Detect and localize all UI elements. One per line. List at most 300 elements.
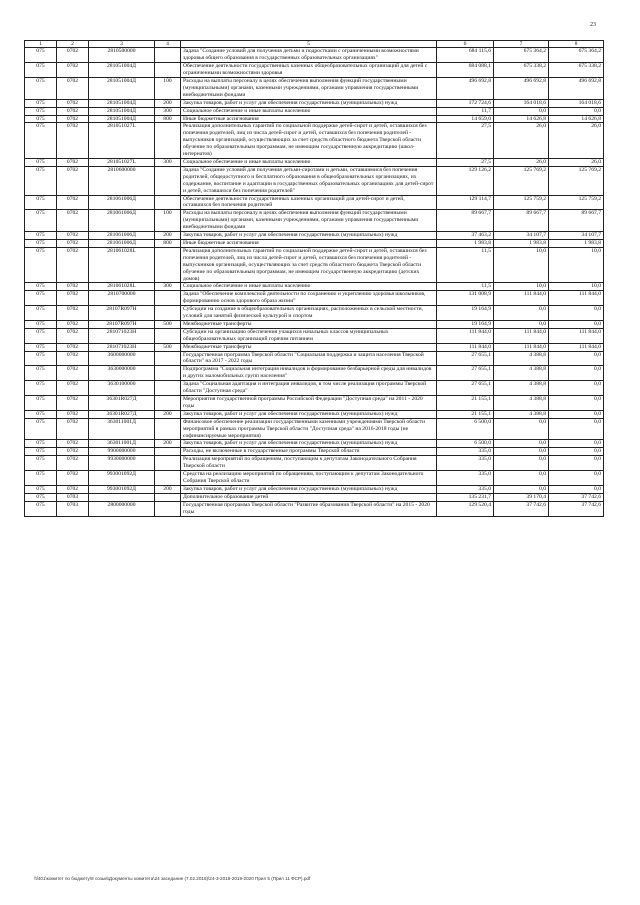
table-row [25, 381, 604, 396]
cell-ministry: 075 [25, 485, 57, 493]
cell-amount-2: 0,0 [494, 456, 549, 471]
cell-section: 0702 [57, 320, 89, 328]
cell-expense-type [155, 291, 181, 306]
cell-target-article: 281051027L [89, 159, 155, 167]
cell-ministry: 075 [25, 239, 57, 247]
cell-expense-type: 500 [155, 320, 181, 328]
cell-ministry: 075 [25, 493, 57, 501]
table-row [25, 99, 604, 107]
cell-expense-type [155, 456, 181, 471]
table-row [25, 410, 604, 418]
cell-ministry: 075 [25, 351, 57, 366]
cell-description: Социальное обеспечение и иные выплаты населению [181, 107, 437, 115]
cell-expense-type: 100 [155, 78, 181, 100]
cell-amount-3: 0,0 [549, 107, 604, 115]
table-row [25, 440, 604, 448]
cell-description: Субсидии на организацию обеспечения учащихся начальных классов муниципальных общеобразовательных организаций горячим питанием [181, 328, 437, 343]
cell-ministry: 075 [25, 320, 57, 328]
cell-amount-1: 27 655,1 [437, 366, 494, 381]
cell-amount-2: 37 742,6 [494, 501, 549, 516]
cell-section: 0702 [57, 107, 89, 115]
cell-ministry: 075 [25, 501, 57, 516]
cell-amount-3: 26,0 [549, 159, 604, 167]
cell-amount-2: 10,0 [494, 283, 549, 291]
table-row [25, 306, 604, 321]
cell-section: 0702 [57, 232, 89, 240]
cell-amount-3: 0,0 [549, 418, 604, 440]
table-row [25, 159, 604, 167]
cell-expense-type [155, 381, 181, 396]
cell-amount-2: 10,0 [494, 247, 549, 283]
table-row [25, 247, 604, 283]
cell-amount-3: 10,0 [549, 247, 604, 283]
cell-description: Обеспечение деятельности государственных казенных организаций для детей-сирот и детей, оставшихся без попечения родителей [181, 195, 437, 210]
cell-description: Социальное обеспечение и иные выплаты населению [181, 283, 437, 291]
cell-expense-type: 800 [155, 239, 181, 247]
table-row [25, 485, 604, 493]
cell-target-article: 281061028L [89, 247, 155, 283]
cell-amount-3: 111 844,0 [549, 343, 604, 351]
table-row [25, 501, 604, 516]
table-row [25, 63, 604, 78]
cell-ministry: 075 [25, 381, 57, 396]
cell-amount-2: 125 759,2 [494, 195, 549, 210]
cell-amount-3: 1 983,8 [549, 239, 604, 247]
cell-amount-1: 111 844,0 [437, 343, 494, 351]
table-row [25, 115, 604, 123]
cell-description: Задача "Создание условий для получения детьми-сиротами и детьми, оставшимися без попечения родителей, общедоступного и бесплатного образования в общеобразовательных организациях, их содержание, воспитание и адаптации в государственных образовательных организациях для детей-сирот и детей, оставшихся без попечения родителей" [181, 166, 437, 195]
cell-description: Расходы, не включенные в государственные программы Тверской области [181, 448, 437, 456]
cell-target-article: 993001092Д [89, 471, 155, 486]
cell-expense-type [155, 471, 181, 486]
cell-ministry: 075 [25, 456, 57, 471]
cell-amount-1: 135 231,7 [437, 493, 494, 501]
cell-description: Иные бюджетные ассигнования [181, 239, 437, 247]
cell-amount-2: 675 338,2 [494, 63, 549, 78]
cell-ministry: 075 [25, 306, 57, 321]
cell-amount-2: 0,0 [494, 418, 549, 440]
table-row [25, 493, 604, 501]
cell-ministry: 075 [25, 366, 57, 381]
cell-amount-2: 4 388,8 [494, 381, 549, 396]
cell-expense-type: 200 [155, 485, 181, 493]
cell-description: Реализация мероприятий по обращениям, поступающим к депутатам Законодательного Собрания Тверской области [181, 456, 437, 471]
cell-amount-2: 0,0 [494, 306, 549, 321]
cell-amount-3: 675 364,2 [549, 48, 604, 63]
header-cell: 7 [494, 41, 549, 48]
cell-ministry: 075 [25, 448, 57, 456]
table-row [25, 166, 604, 195]
cell-expense-type [155, 306, 181, 321]
cell-amount-1: 11,5 [437, 247, 494, 283]
cell-expense-type [155, 328, 181, 343]
cell-amount-2: 0,0 [494, 107, 549, 115]
cell-expense-type: 200 [155, 99, 181, 107]
cell-expense-type: 300 [155, 107, 181, 115]
cell-expense-type [155, 418, 181, 440]
cell-ministry: 075 [25, 440, 57, 448]
cell-amount-3: 26,0 [549, 123, 604, 159]
cell-amount-3: 675 338,2 [549, 63, 604, 78]
cell-target-article: 28107R097H [89, 306, 155, 321]
cell-ministry: 075 [25, 283, 57, 291]
cell-ministry: 075 [25, 107, 57, 115]
cell-amount-1: 27 655,1 [437, 381, 494, 396]
cell-ministry: 075 [25, 115, 57, 123]
cell-amount-3: 0,0 [549, 440, 604, 448]
cell-amount-3: 125 759,2 [549, 195, 604, 210]
cell-section: 0702 [57, 448, 89, 456]
cell-target-article: 9930000000 [89, 456, 155, 471]
table-row [25, 351, 604, 366]
cell-description: Иные бюджетные ассигнования [181, 115, 437, 123]
cell-description: Субсидии на создание в общеобразовательных организациях, расположенных в сельской местности, условий для занятий физической культурой и спортом [181, 306, 437, 321]
cell-description: Закупка товаров, работ и услуг для обеспечения государственных (муниципальных) нужд [181, 440, 437, 448]
cell-amount-2: 34 107,7 [494, 232, 549, 240]
cell-expense-type [155, 247, 181, 283]
cell-section: 0702 [57, 115, 89, 123]
cell-expense-type [155, 448, 181, 456]
cell-description: Подпрограмма "Социальная интеграция инвалидов и формирование безбарьерной среды для инвалидов и других маломобильных групп населения" [181, 366, 437, 381]
cell-amount-1: 335,0 [437, 448, 494, 456]
cell-section: 0702 [57, 351, 89, 366]
cell-amount-1: 19 164,9 [437, 306, 494, 321]
cell-section: 0702 [57, 99, 89, 107]
cell-target-article: 2810500000 [89, 48, 155, 63]
cell-description: Закупка товаров, работ и услуг для обеспечения государственных (муниципальных) нужд [181, 485, 437, 493]
cell-amount-2: 4 388,8 [494, 396, 549, 411]
cell-target-article: 281051004Д [89, 99, 155, 107]
cell-expense-type [155, 195, 181, 210]
cell-amount-2: 0,0 [494, 485, 549, 493]
table-row [25, 343, 604, 351]
cell-amount-1: 27,5 [437, 159, 494, 167]
cell-amount-1: 14 659,0 [437, 115, 494, 123]
cell-target-article: 281071023Н [89, 343, 155, 351]
header-cell: 5 [181, 41, 437, 48]
cell-section: 0702 [57, 306, 89, 321]
table-row [25, 239, 604, 247]
header-cell: 4 [155, 41, 181, 48]
cell-amount-3: 496 692,8 [549, 78, 604, 100]
cell-target-article: 281051004Д [89, 107, 155, 115]
cell-ministry: 075 [25, 48, 57, 63]
table-row [25, 320, 604, 328]
cell-amount-1: 684 115,6 [437, 48, 494, 63]
cell-target-article: 281061006Д [89, 195, 155, 210]
cell-description: Реализация дополнительных гарантий по социальной поддержке детей-сирот и детей, оставшихся без попечения родителей, лиц из числа детей-сирот и детей, оставшихся без попечения родителей - выпускников организаций, осуществляющих за счет средств областного бюджета Тверской области обучение по образовательным программам, не имеющим государственную аккредитацию (детских домов) [181, 247, 437, 283]
cell-description: Задача "Создание условий для получения детьми и подростками с ограниченными возможностями здоровья общего образования в государственных образовательных организациях" [181, 48, 437, 63]
cell-amount-3: 0,0 [549, 456, 604, 471]
cell-ministry: 075 [25, 159, 57, 167]
cell-amount-3: 111 844,0 [549, 291, 604, 306]
table-row [25, 418, 604, 440]
footer-path: \\f401\комитет по бюджету\8 созыв\Документы комитета\24 заседание (7.02.2018)\24-3-2018-2019-2020 Прил 5 (Прил 11 ФСР).pdf [34, 876, 311, 881]
cell-ministry: 075 [25, 418, 57, 440]
cell-section: 0702 [57, 418, 89, 440]
cell-amount-1: 89 667,7 [437, 210, 494, 232]
cell-amount-3: 37 742,6 [549, 501, 604, 516]
table-row [25, 283, 604, 291]
cell-target-article [89, 493, 155, 501]
cell-description: Социальное обеспечение и иные выплаты населению [181, 159, 437, 167]
cell-target-article: 2800000000 [89, 501, 155, 516]
cell-description: Средства на реализацию мероприятий по обращениям, поступающим к депутатам Законодательного Собрания Тверской области [181, 471, 437, 486]
cell-description: Задача "Обеспечение комплексной деятельности по сохранению и укреплению здоровья школьников, формированию основ здорового образа жизни" [181, 291, 437, 306]
cell-expense-type [155, 48, 181, 63]
cell-section: 0702 [57, 366, 89, 381]
cell-amount-2: 111 844,0 [494, 343, 549, 351]
cell-section: 0702 [57, 343, 89, 351]
cell-amount-1: 6 500,0 [437, 418, 494, 440]
cell-amount-2: 14 626,8 [494, 115, 549, 123]
cell-amount-3: 10,0 [549, 283, 604, 291]
table-row [25, 471, 604, 486]
cell-section: 0702 [57, 328, 89, 343]
cell-description: Межбюджетные трансферты [181, 320, 437, 328]
cell-expense-type [155, 166, 181, 195]
table-row [25, 48, 604, 63]
cell-section: 0702 [57, 396, 89, 411]
cell-amount-2: 111 844,0 [494, 291, 549, 306]
cell-amount-2: 0,0 [494, 448, 549, 456]
cell-amount-2: 4 388,8 [494, 351, 549, 366]
cell-target-article: 281061006Д [89, 232, 155, 240]
cell-amount-1: 172 724,6 [437, 99, 494, 107]
cell-expense-type [155, 63, 181, 78]
cell-section: 0702 [57, 247, 89, 283]
cell-amount-2: 89 667,7 [494, 210, 549, 232]
table-row [25, 195, 604, 210]
cell-amount-3: 0,0 [549, 366, 604, 381]
table-row [25, 456, 604, 471]
cell-amount-3: 0,0 [549, 381, 604, 396]
cell-section: 0702 [57, 456, 89, 471]
cell-amount-1: 131 008,9 [437, 291, 494, 306]
cell-section: 0702 [57, 291, 89, 306]
cell-amount-3: 37 742,6 [549, 493, 604, 501]
cell-expense-type [155, 366, 181, 381]
cell-amount-3: 34 107,7 [549, 232, 604, 240]
header-cell: 6 [437, 41, 494, 48]
cell-target-article: 281051027L [89, 123, 155, 159]
cell-target-article: 2810700000 [89, 291, 155, 306]
header-cell: 1 [25, 41, 57, 48]
cell-amount-1: 129 114,7 [437, 195, 494, 210]
cell-amount-2: 496 692,8 [494, 78, 549, 100]
cell-section: 0702 [57, 48, 89, 63]
cell-amount-1: 11,7 [437, 107, 494, 115]
cell-section: 0702 [57, 63, 89, 78]
cell-section: 0703 [57, 493, 89, 501]
cell-amount-1: 335,0 [437, 485, 494, 493]
cell-section: 0702 [57, 123, 89, 159]
cell-expense-type: 200 [155, 440, 181, 448]
cell-amount-2: 4 388,8 [494, 366, 549, 381]
cell-section: 0702 [57, 410, 89, 418]
cell-section: 0702 [57, 210, 89, 232]
cell-target-article: 363011001Д [89, 440, 155, 448]
cell-amount-2: 26,0 [494, 123, 549, 159]
cell-section: 0703 [57, 501, 89, 516]
cell-description: Мероприятия государственной программы Российской Федерации "Доступная среда" на 2011 - 2020 годы [181, 396, 437, 411]
cell-section: 0702 [57, 166, 89, 195]
cell-expense-type [155, 493, 181, 501]
cell-expense-type: 500 [155, 343, 181, 351]
cell-ministry: 075 [25, 396, 57, 411]
cell-amount-1: 37 463,2 [437, 232, 494, 240]
cell-target-article: 2810600000 [89, 166, 155, 195]
cell-target-article: 281051004Д [89, 78, 155, 100]
cell-amount-3: 0,0 [549, 396, 604, 411]
cell-description: Дополнительное образование детей [181, 493, 437, 501]
cell-target-article: 28107R097H [89, 320, 155, 328]
cell-amount-1: 129 520,4 [437, 501, 494, 516]
cell-amount-2: 0,0 [494, 320, 549, 328]
cell-amount-1: 684 088,1 [437, 63, 494, 78]
cell-amount-2: 0,0 [494, 440, 549, 448]
cell-description: Реализация дополнительных гарантий по социальной поддержке детей-сирот и детей, оставшихся без попечения родителей, лиц из числа детей-сирот и детей, оставшихся без попечения родителей - выпускников организаций, осуществляющих за счет средств областного бюджета Тверской области обучение по образовательным программам, не имеющим государственную аккредитацию (школ-интернатов) [181, 123, 437, 159]
cell-expense-type [155, 123, 181, 159]
cell-target-article: 281061006Д [89, 239, 155, 247]
cell-ministry: 075 [25, 471, 57, 486]
cell-amount-2: 1 983,8 [494, 239, 549, 247]
cell-section: 0702 [57, 381, 89, 396]
header-cell: 2 [57, 41, 89, 48]
cell-description: Межбюджетные трансферты [181, 343, 437, 351]
cell-amount-3: 0,0 [549, 306, 604, 321]
cell-amount-2: 39 170,4 [494, 493, 549, 501]
cell-expense-type: 300 [155, 159, 181, 167]
cell-ministry: 075 [25, 232, 57, 240]
table-row [25, 232, 604, 240]
cell-ministry: 075 [25, 210, 57, 232]
cell-amount-3: 0,0 [549, 351, 604, 366]
cell-amount-3: 111 844,0 [549, 328, 604, 343]
cell-ministry: 075 [25, 78, 57, 100]
cell-target-article: 993001092Д [89, 485, 155, 493]
cell-amount-3: 0,0 [549, 485, 604, 493]
cell-description: Задача "Социальная адаптация и интеграция инвалидов, в том числе реализация программы Тверской области "Доступная среда" [181, 381, 437, 396]
header-cell: 3 [89, 41, 155, 48]
table-row [25, 448, 604, 456]
cell-amount-2: 111 844,0 [494, 328, 549, 343]
cell-ministry: 075 [25, 410, 57, 418]
cell-amount-1: 1 983,8 [437, 239, 494, 247]
cell-ministry: 075 [25, 195, 57, 210]
table-row [25, 291, 604, 306]
cell-amount-3: 14 626,8 [549, 115, 604, 123]
cell-target-article: 363011001Д [89, 418, 155, 440]
cell-expense-type: 800 [155, 115, 181, 123]
cell-amount-3: 89 667,7 [549, 210, 604, 232]
cell-target-article: 3630100000 [89, 381, 155, 396]
cell-expense-type: 300 [155, 283, 181, 291]
cell-amount-2: 26,0 [494, 159, 549, 167]
cell-target-article: 36301R027Д [89, 410, 155, 418]
cell-ministry: 075 [25, 166, 57, 195]
cell-section: 0702 [57, 239, 89, 247]
cell-expense-type: 200 [155, 232, 181, 240]
cell-amount-1: 27 655,1 [437, 351, 494, 366]
cell-target-article: 9900000000 [89, 448, 155, 456]
cell-target-article: 281061028L [89, 283, 155, 291]
cell-expense-type [155, 351, 181, 366]
table-row [25, 78, 604, 100]
cell-amount-1: 335,0 [437, 471, 494, 486]
cell-amount-1: 19 164,9 [437, 320, 494, 328]
cell-target-article: 281071023Н [89, 328, 155, 343]
cell-expense-type [155, 396, 181, 411]
cell-amount-3: 0,0 [549, 471, 604, 486]
cell-ministry: 075 [25, 63, 57, 78]
cell-ministry: 075 [25, 247, 57, 283]
cell-expense-type: 100 [155, 210, 181, 232]
cell-ministry: 075 [25, 123, 57, 159]
cell-target-article: 36301R027Д [89, 396, 155, 411]
cell-amount-2: 164 018,6 [494, 99, 549, 107]
cell-target-article: 3630000000 [89, 366, 155, 381]
table-row [25, 366, 604, 381]
cell-description: Закупка товаров, работ и услуг для обеспечения государственных (муниципальных) нужд [181, 410, 437, 418]
cell-target-article: 281051004Д [89, 63, 155, 78]
header-cell: 8 [549, 41, 604, 48]
cell-amount-1: 27,5 [437, 123, 494, 159]
cell-target-article: 281061006Д [89, 210, 155, 232]
cell-section: 0702 [57, 159, 89, 167]
cell-description: Закупка товаров, работ и услуг для обеспечения государственных (муниципальных) нужд [181, 232, 437, 240]
header-row [25, 41, 604, 48]
cell-amount-3: 0,0 [549, 410, 604, 418]
cell-section: 0702 [57, 471, 89, 486]
cell-amount-1: 335,0 [437, 456, 494, 471]
cell-amount-3: 0,0 [549, 448, 604, 456]
cell-target-article: 3600000000 [89, 351, 155, 366]
cell-amount-3: 0,0 [549, 320, 604, 328]
cell-expense-type: 200 [155, 410, 181, 418]
cell-amount-1: 111 844,0 [437, 328, 494, 343]
cell-ministry: 075 [25, 99, 57, 107]
budget-table [24, 40, 604, 517]
cell-amount-2: 0,0 [494, 471, 549, 486]
cell-expense-type [155, 501, 181, 516]
table-row [25, 328, 604, 343]
table-body [25, 48, 604, 516]
cell-amount-1: 496 692,8 [437, 78, 494, 100]
table-row [25, 123, 604, 159]
table-row [25, 210, 604, 232]
cell-section: 0702 [57, 78, 89, 100]
cell-description: Расходы на выплаты персоналу в целях обеспечения выполнения функций государственными (муниципальными) органами, казенными учреждениями, органами управления государственными внебюджетными фондами [181, 78, 437, 100]
cell-amount-1: 129 126,2 [437, 166, 494, 195]
table-row [25, 396, 604, 411]
table-row [25, 107, 604, 115]
cell-description: Государственная программа Тверской области "Социальная поддержка и защита населения Тверской области" на 2017 - 2022 годы [181, 351, 437, 366]
cell-amount-2: 675 364,2 [494, 48, 549, 63]
cell-description: Расходы на выплаты персоналу в целях обеспечения выполнения функций государственными (муниципальными) органами, казенными учреждениями, органами управления государственными внебюджетными фондами [181, 210, 437, 232]
cell-description: Государственная программа Тверской области "Развитие образования Тверской области" на 2015 - 2020 годы [181, 501, 437, 516]
cell-amount-1: 11,5 [437, 283, 494, 291]
cell-description: Финансовое обеспечение реализации государственными казенными учреждениями Тверской области мероприятий в рамках программы Тверской области "Доступная среда" на 2016-2018 годы (не софинансируемые мероприятия) [181, 418, 437, 440]
cell-amount-1: 21 155,1 [437, 410, 494, 418]
cell-ministry: 075 [25, 343, 57, 351]
cell-amount-2: 4 388,8 [494, 410, 549, 418]
cell-description: Закупка товаров, работ и услуг для обеспечения государственных (муниципальных) нужд [181, 99, 437, 107]
page-number: 23 [590, 22, 596, 28]
cell-amount-1: 21 155,1 [437, 396, 494, 411]
cell-amount-2: 125 769,2 [494, 166, 549, 195]
cell-amount-3: 125 769,2 [549, 166, 604, 195]
